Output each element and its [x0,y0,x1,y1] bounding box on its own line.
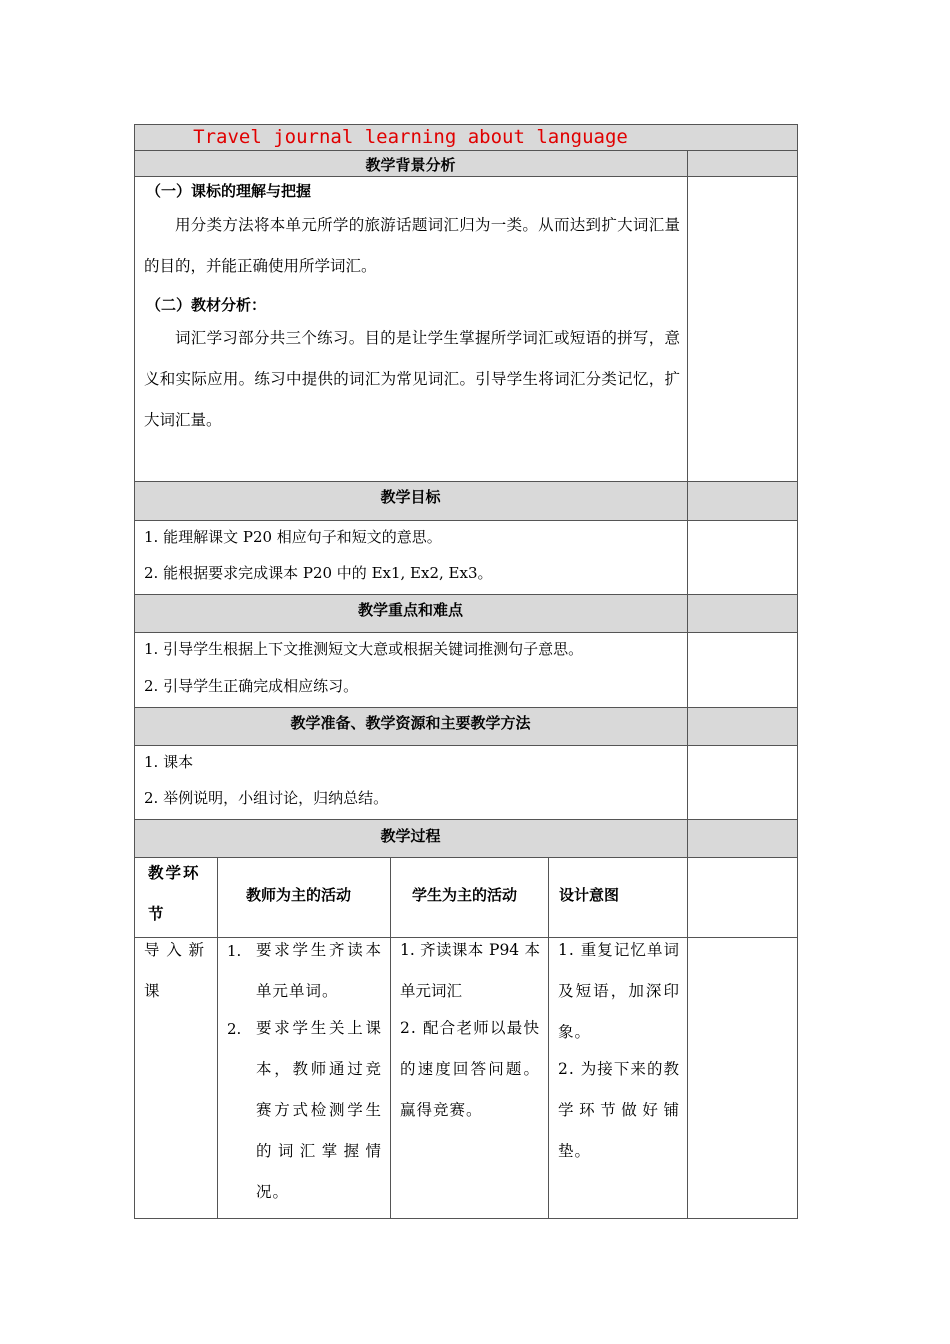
section2-text: 词汇学习部分共三个练习。目的是让学生掌握所学词汇或短语的拼写，意义和实际应用。练习中提供的词汇为常见词汇。引导学生将词汇分类记忆，扩大词汇量。 [144,329,680,429]
section2-heading: （二）教材分析： [146,296,267,314]
keypoint-item: 1. 引导学生根据上下文推测短文大意或根据关键词推测句子意思。 [144,640,584,658]
process-heading: 教学过程 [380,827,441,845]
student-item: 2. 配合老师以最快的速度回答问题。赢得竞赛。 [400,1019,540,1119]
teacher-item: 要求学生关上课本，教师通过竞赛方式检测学生的词汇掌握情况。 [256,1019,382,1201]
stage-cell: 导入新课 [144,941,210,1000]
column-header-intent: 设计意图 [559,886,620,904]
teacher-item: 要求学生齐读本单元单词。 [256,941,382,1000]
section1-heading: （一）课标的理解与把握 [146,182,312,200]
lesson-plan-table [134,124,798,1219]
teacher-item-number: 1. [227,942,242,960]
teacher-item-number: 2. [227,1020,242,1038]
keypoint-item: 2. 引导学生正确完成相应练习。 [144,677,359,695]
document-title: Travel journal learning about language [193,126,628,148]
objective-item: 2. 能根据要求完成课本 P20 中的 Ex1, Ex2, Ex3。 [144,564,493,582]
student-item: 1. 齐读课本 P94 本单元词汇 [400,941,540,1000]
intent-item: 1. 重复记忆单词及短语，加深印象。 [558,941,680,1041]
preparation-item: 2. 举例说明，小组讨论，归纳总结。 [144,789,389,807]
preparation-heading: 教学准备、教学资源和主要教学方法 [290,714,531,732]
preparation-item: 1. 课本 [144,753,194,771]
keypoints-heading: 教学重点和难点 [357,601,463,619]
column-header-student: 学生为主的活动 [412,886,518,904]
background-heading: 教学背景分析 [365,156,456,174]
section1-text: 用分类方法将本单元所学的旅游话题词汇归为一类。从而达到扩大词汇量的目的，并能正确使用所学词汇。 [144,216,680,275]
column-header-teacher: 教师为主的活动 [246,886,352,904]
intent-item: 2. 为接下来的教学环节做好铺垫。 [558,1060,680,1160]
objectives-heading: 教学目标 [380,488,441,506]
column-header-stage: 教学环节 [148,863,201,923]
objective-item: 1. 能理解课文 P20 相应句子和短文的意思。 [144,528,442,546]
